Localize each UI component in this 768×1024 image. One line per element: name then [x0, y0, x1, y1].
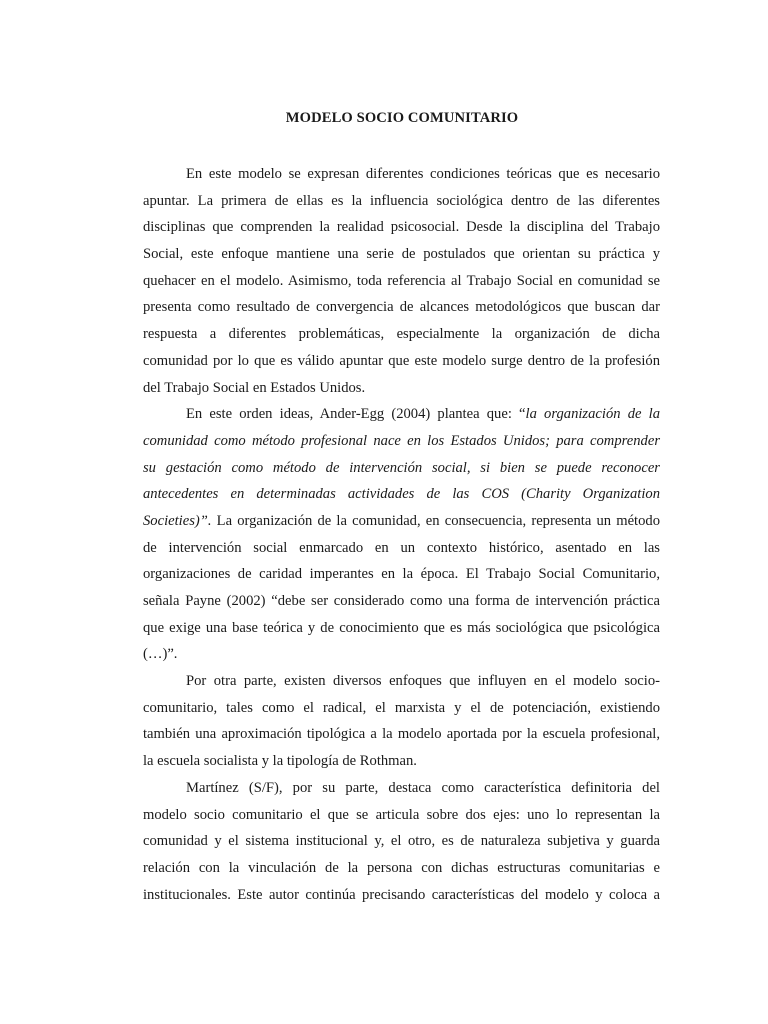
quote-text: su gestación como método de intervención social, si bien se puede reconocer: [143, 459, 660, 476]
text-line: quehacer en el modelo. Asimismo, toda referencia al Trabajo Social en comunidad se: [143, 272, 660, 289]
quote-text: la organización de la: [525, 406, 661, 423]
text-line: institucionales. Este autor continúa precisando características del modelo y coloca a: [143, 886, 660, 903]
paragraph-1: [143, 161, 660, 401]
paragraph-3: [143, 668, 660, 775]
text-line: organizaciones de caridad imperantes en la época. El Trabajo Social Comunitario,: [143, 566, 660, 583]
text-line: la escuela socialista y la tipología de Rothman.: [143, 753, 417, 770]
quote-text: comunidad como método profesional nace en los Estados Unidos; para comprender: [143, 432, 660, 449]
document-body: [143, 161, 660, 908]
text-line: apuntar. La primera de ellas es la influencia sociológica dentro de las diferentes: [143, 192, 660, 209]
text-line: Por otra parte, existen diversos enfoques que influyen en el modelo socio-: [186, 673, 660, 690]
text-line: [143, 508, 660, 535]
paragraph-4: [143, 775, 660, 908]
text-line: de intervención social enmarcado en un contexto histórico, asentado en las: [143, 539, 660, 556]
text-line: Martínez (S/F), por su parte, destaca como característica definitoria del: [186, 779, 660, 796]
quote-text: Societies)”.: [143, 512, 212, 529]
text-line: [143, 401, 660, 428]
text-line: modelo socio comunitario el que se articula sobre dos ejes: uno lo representan la: [143, 806, 660, 823]
text-line: respuesta a diferentes problemáticas, especialmente la organización de dicha: [143, 326, 660, 343]
text-run: La organización de la comunidad, en consecuencia, representa un método: [211, 512, 660, 529]
text-line: relación con la vinculación de la persona con dichas estructuras comunitarias e: [143, 859, 660, 876]
paragraph-2: [143, 401, 660, 668]
text-line: Social, este enfoque mantiene una serie de postulados que orientan su práctica y: [143, 246, 660, 263]
text-line: disciplinas que comprenden la realidad psicosocial. Desde la disciplina del Trabajo: [143, 219, 660, 236]
quote-text: antecedentes en determinadas actividades de las COS (Charity Organization: [143, 486, 660, 503]
text-line: comunidad por lo que es válido apuntar que este modelo surge dentro de la profesión: [143, 352, 660, 369]
text-line: del Trabajo Social en Estados Unidos.: [143, 379, 366, 396]
text-line: [143, 481, 660, 508]
text-run: En este orden ideas, Ander-Egg (2004) plantea que: “: [186, 406, 526, 423]
text-line: En este modelo se expresan diferentes condiciones teóricas que es necesario: [186, 166, 660, 182]
text-line: presenta como resultado de convergencia de alcances metodológicos que buscan dar: [143, 299, 660, 316]
text-line: señala Payne (2002) “debe ser considerado como una forma de intervención práctica: [143, 593, 660, 609]
text-line: que exige una base teórica y de conocimiento que es más sociológica que psicológica: [143, 619, 660, 636]
text-line: comunitario, tales como el radical, el marxista y el de potenciación, existiendo: [143, 699, 660, 716]
document-title: MODELO SOCIO COMUNITARIO: [285, 110, 519, 126]
text-line: [143, 455, 660, 482]
text-line: [143, 428, 660, 455]
text-line: también una aproximación tipológica a la modelo aportada por la escuela profesional,: [143, 726, 660, 743]
text-line: (…)”.: [143, 646, 178, 663]
text-line: comunidad y el sistema institucional y, el otro, es de naturaleza subjetiva y guarda: [143, 833, 660, 850]
